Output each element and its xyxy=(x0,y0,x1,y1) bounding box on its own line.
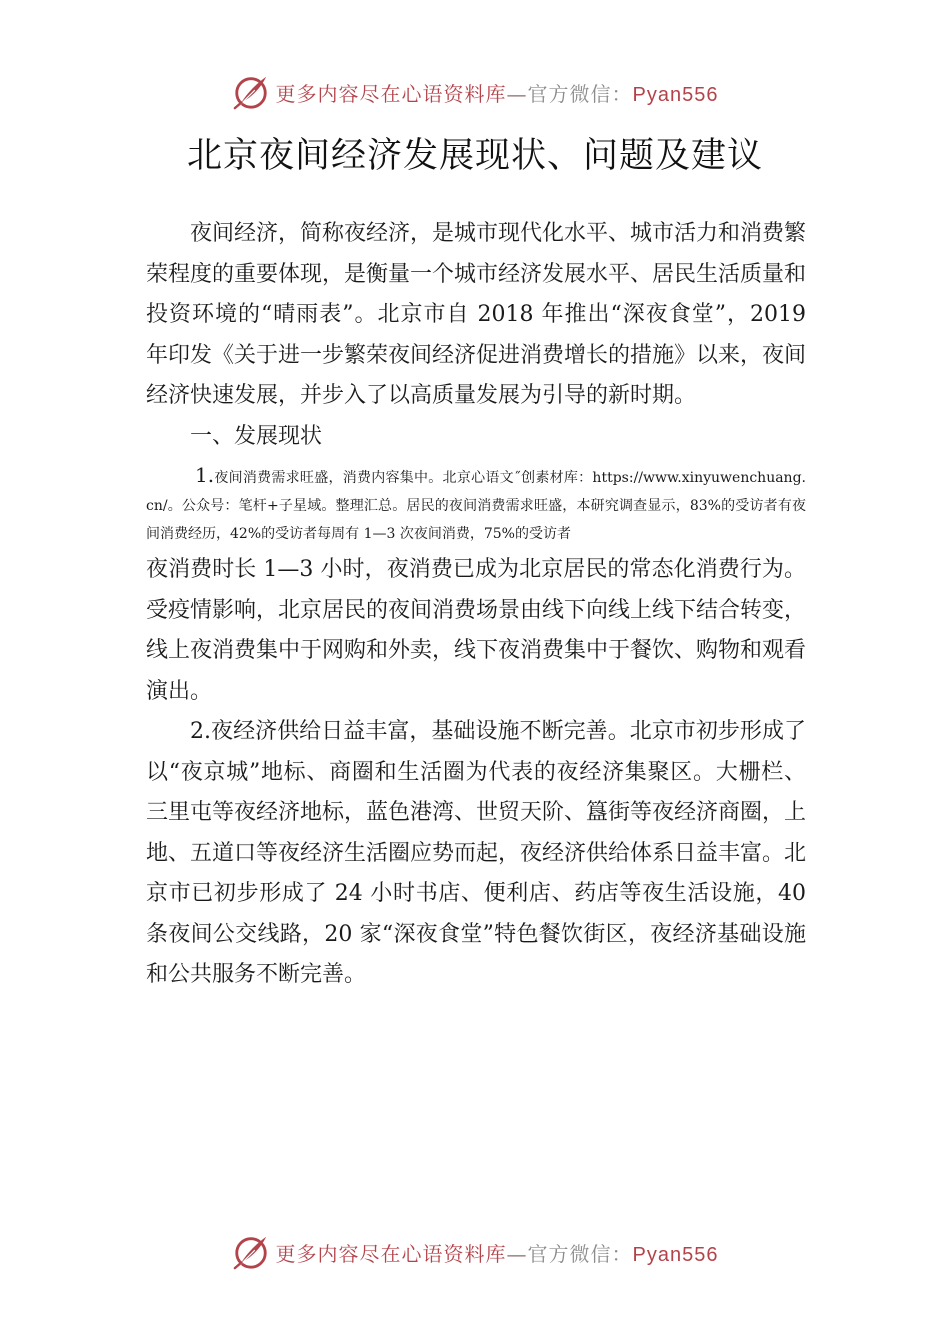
feather-quill-icon xyxy=(232,1233,270,1271)
watermark-separator: — xyxy=(506,81,528,106)
feather-quill-icon xyxy=(232,73,270,111)
watermark-wechat-id: Pyan556 xyxy=(632,1243,719,1266)
inserted-small-paragraph xyxy=(146,461,806,548)
supply-paragraph: 2.夜经济供给日益丰富，基础设施不断完善。北京市初步形成了以“夜京城”地标、商圈和生活圈为代表的夜经济集聚区。大栅栏、三里屯等夜经济地标，蓝色港湾、世贸天阶、簋街等夜经济商圈，上地、五道口等夜经济生活圈应势而起，夜经济供给体系日益丰富。北京市已初步形成了 24 小时书店、便利店、药店等夜生活设施，40 条夜间公交线路，20 家“深夜食堂”特色餐饮街区，夜经济基础设施和公共服务不断完善。 xyxy=(146,719,807,987)
watermark-wechat-id: Pyan556 xyxy=(632,83,719,106)
watermark-text xyxy=(276,78,719,107)
watermark-separator: — xyxy=(506,1241,528,1266)
watermark-wechat-label: 官方微信： xyxy=(527,81,633,106)
watermark-main: 更多内容尽在心语资料库 xyxy=(275,1241,507,1266)
document-body xyxy=(146,214,806,996)
item-number: 1. xyxy=(195,463,215,487)
section-heading: 一、发展现状 xyxy=(190,423,323,449)
watermark-wechat-label: 官方微信： xyxy=(527,1241,633,1266)
document-title: 北京夜间经济发展现状、问题及建议 xyxy=(186,136,763,176)
watermark-main: 更多内容尽在心语资料库 xyxy=(275,81,507,106)
small-paragraph-text: 夜间消费需求旺盛，消费内容集中。北京心语文˝创素材库：https://www.xinyuwenchuang.cn/。公众号：笔杆+子星域。整理汇总。居民的夜间消费需求旺盛，本研究调查显示，83%的受访者有夜间消费经历，42%的受访者每周有 1—3 次夜间消费，75%的受访者 xyxy=(146,470,806,542)
watermark-banner-bottom xyxy=(0,1230,950,1274)
watermark-text xyxy=(276,1238,719,1267)
continuation-paragraph: 夜消费时长 1—3 小时，夜消费已成为北京居民的常态化消费行为。受疫情影响，北京居民的夜间消费场景由线下向线上线下结合转变，线上夜消费集中于网购和外卖，线下夜消费集中于餐饮、购物和观看演出。 xyxy=(146,557,807,704)
watermark-banner-top xyxy=(0,70,950,114)
intro-paragraph: 夜间经济，简称夜经济，是城市现代化水平、城市活力和消费繁荣程度的重要体现，是衡量一个城市经济发展水平、居民生活质量和投资环境的“晴雨表”。北京市自 2018 年推出“深夜食堂”，2019 年印发《关于进一步繁荣夜间经济促进消费增长的措施》以来，夜间经济快速发展，并步入了以高质量发展为引导的新时期。 xyxy=(146,221,807,408)
